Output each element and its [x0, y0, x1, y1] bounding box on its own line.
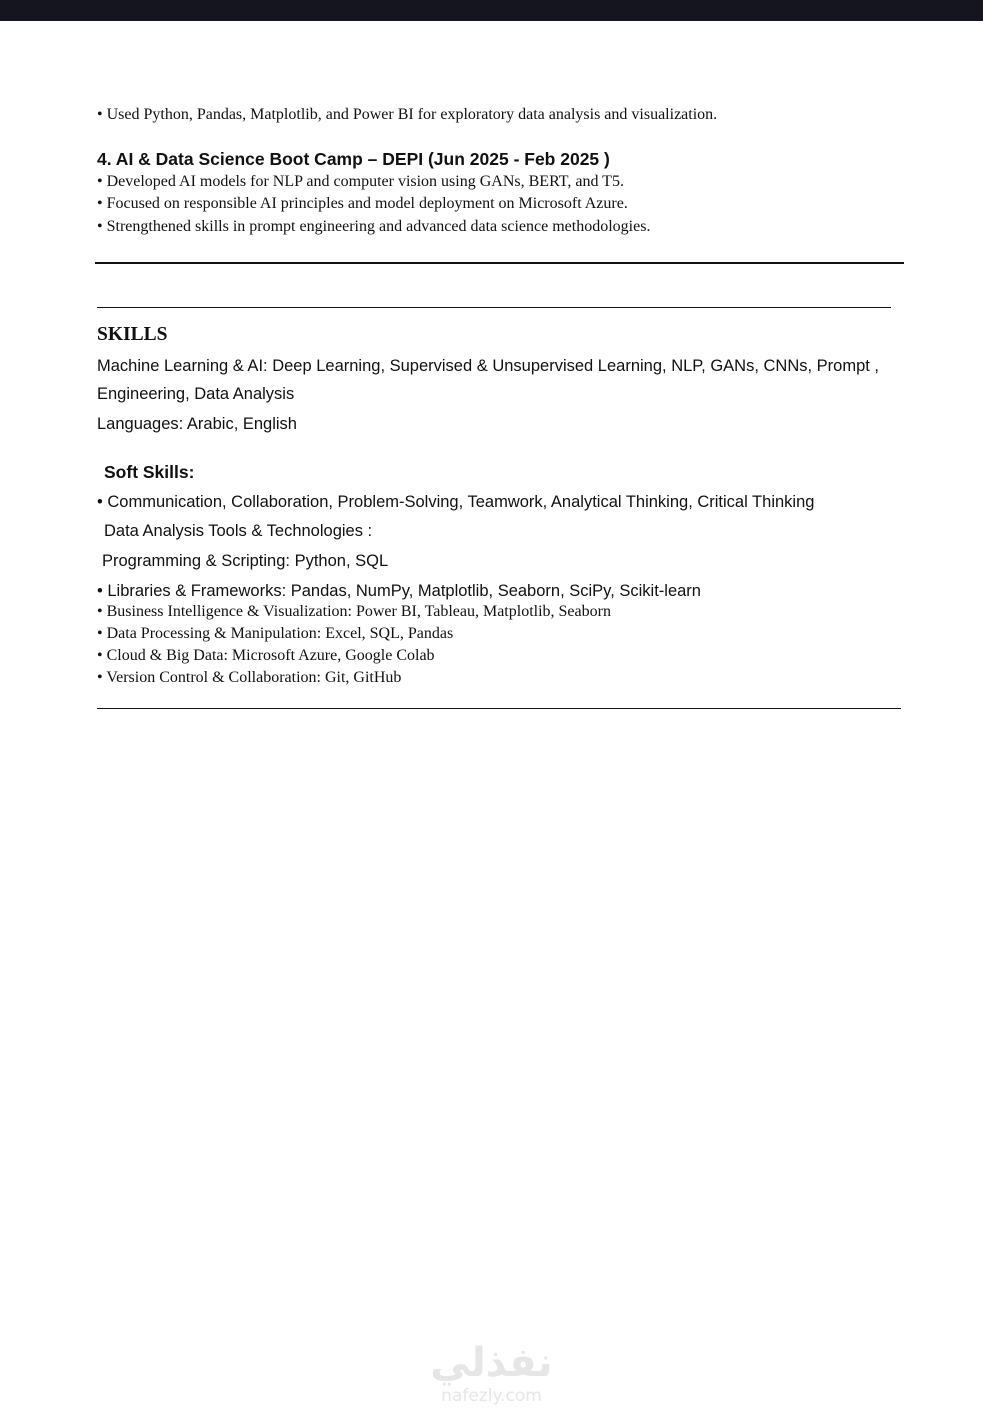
watermark-logo-arabic: نفذلي	[430, 1340, 553, 1386]
experience-prev-bullet: • Used Python, Pandas, Matplotlib, and Power BI for exploratory data analysis and visualization.	[97, 106, 718, 123]
experience-item-title: 4. AI & Data Science Boot Camp – DEPI (Jun 2025 - Feb 2025 )	[97, 149, 610, 169]
watermark-logo-url: nafezly.com	[441, 1386, 542, 1406]
skills-bullet: • Version Control & Collaboration: Git, GitHub	[97, 669, 402, 686]
top-bar	[0, 0, 983, 21]
section-divider	[97, 708, 901, 709]
skills-bullet: • Business Intelligence & Visualization: Power BI, Tableau, Matplotlib, Seaborn	[97, 603, 611, 620]
programming-line: Programming & Scripting: Python, SQL	[102, 552, 389, 570]
skills-ml-line: Engineering, Data Analysis	[97, 385, 295, 403]
section-divider	[97, 307, 891, 308]
tools-heading: Data Analysis Tools & Technologies :	[104, 522, 373, 540]
experience-bullet: • Focused on responsible AI principles and model deployment on Microsoft Azure.	[97, 195, 628, 212]
soft-skills-heading: Soft Skills:	[104, 462, 195, 482]
section-divider	[95, 262, 904, 264]
skills-languages: Languages: Arabic, English	[97, 415, 297, 433]
libraries-line: • Libraries & Frameworks: Pandas, NumPy, Matplotlib, Seaborn, SciPy, Scikit-learn	[97, 582, 701, 600]
experience-bullet: • Strengthened skills in prompt engineering and advanced data science methodologies.	[97, 218, 651, 235]
skills-ml-line: Machine Learning & AI: Deep Learning, Supervised & Unsupervised Learning, NLP, GANs, CNNs, Prompt ,	[97, 357, 880, 375]
soft-skills-list: • Communication, Collaboration, Problem-Solving, Teamwork, Analytical Thinking, Critical Thinking	[97, 493, 815, 511]
skills-bullet: • Cloud & Big Data: Microsoft Azure, Google Colab	[97, 647, 435, 664]
skills-heading: SKILLS	[97, 324, 168, 345]
skills-bullet: • Data Processing & Manipulation: Excel, SQL, Pandas	[97, 625, 454, 642]
experience-bullet: • Developed AI models for NLP and computer vision using GANs, BERT, and T5.	[97, 173, 624, 190]
